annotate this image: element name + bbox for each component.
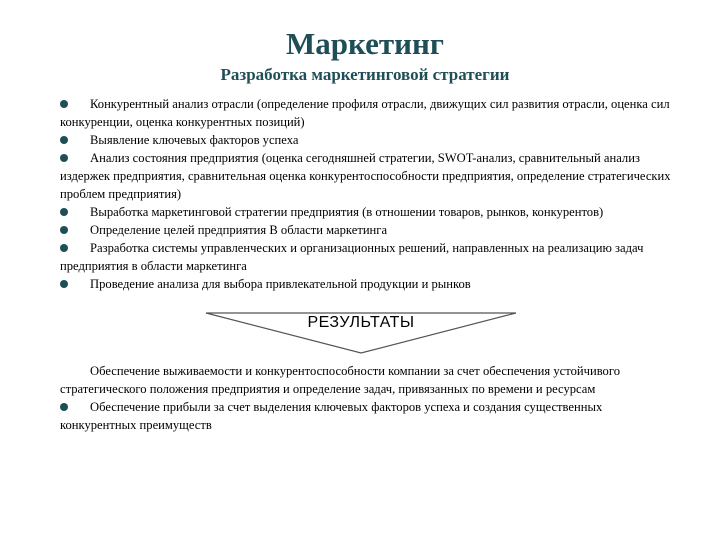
- list-item-text: Разработка системы управленческих и организационных решений, направленных на реализацию задач предприятия в области маркетинга: [60, 241, 644, 273]
- list-item: [60, 131, 680, 149]
- list-item: [60, 398, 680, 434]
- list-item-text: Обеспечение прибыли за счет выделения ключевых факторов успеха и создания существенных конкурентных преимуществ: [60, 400, 603, 432]
- list-item: [60, 275, 680, 293]
- list-item-text: Конкурентный анализ отрасли (определение профиля отрасли, движущих сил развития отрасли, оценка сил конкуренции, оценка конкурентных позиций): [60, 97, 670, 129]
- bullet-icon: [60, 403, 68, 411]
- strategy-steps-list: [60, 95, 680, 293]
- bullet-icon: [60, 280, 68, 288]
- list-item-text: Обеспечение выживаемости и конкурентоспособности компании за счет обеспечения устойчивого стратегического положения предприятия и определение задач, привязанных по времени и ресурсам: [60, 364, 620, 396]
- list-item-text: Выработка маркетинговой стратегии предприятия (в отношении товаров, рынков, конкурентов): [90, 205, 604, 219]
- list-item: [60, 95, 680, 131]
- list-item-text: Определение целей предприятия В области маркетинга: [90, 223, 388, 237]
- results-list: [60, 362, 680, 434]
- list-item-text: Проведение анализа для выбора привлекательной продукции и рынков: [90, 277, 471, 291]
- bullet-icon: [60, 100, 68, 108]
- list-item: [60, 362, 680, 398]
- bullet-icon: [60, 226, 68, 234]
- list-item-text: Выявление ключевых факторов успеха: [90, 133, 299, 147]
- bullet-icon: [60, 208, 68, 216]
- list-item: [60, 149, 680, 203]
- bullet-icon: [60, 244, 68, 252]
- bullet-icon: [60, 136, 68, 144]
- list-item: [60, 239, 680, 275]
- results-label: РЕЗУЛЬТАТЫ: [307, 314, 415, 331]
- slide-title: Маркетинг: [286, 26, 444, 61]
- results-arrow: [205, 312, 517, 354]
- list-item-text: Анализ состояния предприятия (оценка сегодняшней стратегии, SWOT-анализ, сравнительный анализ издержек предприятия, сравнительная оценка конкурентоспособности предприятия, определение стратегических проблем предприятия): [60, 151, 671, 201]
- list-item: [60, 203, 680, 221]
- bullet-icon: [60, 154, 68, 162]
- list-item: [60, 221, 680, 239]
- slide-subtitle: Разработка маркетинговой стратегии: [220, 65, 510, 84]
